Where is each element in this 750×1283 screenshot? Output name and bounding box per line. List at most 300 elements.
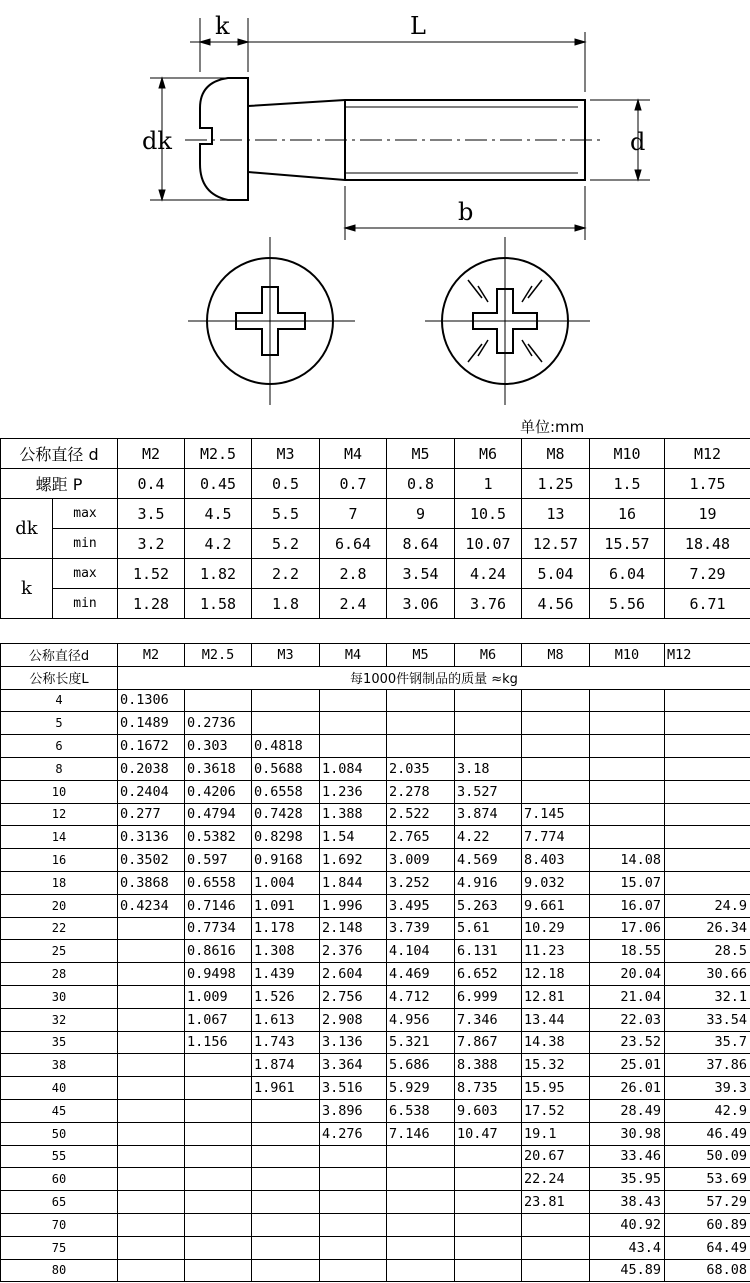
mass-size-cell: M10: [590, 644, 665, 667]
size-cell: M8: [522, 439, 590, 469]
pitch-cell: 1.25: [522, 469, 590, 499]
screw-drawing: [0, 0, 750, 410]
mass-value-cell: [320, 1145, 387, 1168]
mass-value-cell: 30.98: [590, 1122, 665, 1145]
mass-value-cell: 35.95: [590, 1168, 665, 1191]
dk-max-cell: 7: [320, 499, 387, 529]
mass-value-cell: [387, 1213, 455, 1236]
length-cell: 30: [1, 985, 118, 1008]
mass-value-cell: [387, 1168, 455, 1191]
mass-value-cell: 1.526: [252, 985, 320, 1008]
mass-value-cell: 3.874: [455, 803, 522, 826]
mass-value-cell: 4.104: [387, 940, 455, 963]
table-row: [1, 940, 750, 963]
mass-value-cell: 21.04: [590, 985, 665, 1008]
length-cell: 10: [1, 780, 118, 803]
length-cell: 60: [1, 1168, 118, 1191]
mass-value-cell: 28.49: [590, 1099, 665, 1122]
pitch-cell: 0.4: [118, 469, 185, 499]
mass-value-cell: 7.774: [522, 826, 590, 849]
mass-value-cell: 26.34: [665, 917, 750, 940]
mass-value-cell: [455, 712, 522, 735]
mass-length-label: 公称长度L: [1, 666, 118, 689]
mass-value-cell: 2.756: [320, 985, 387, 1008]
table-row: [1, 780, 750, 803]
table-row: [1, 917, 750, 940]
mass-value-cell: 17.52: [522, 1099, 590, 1122]
mass-value-cell: 2.604: [320, 963, 387, 986]
pitch-cell: 0.5: [252, 469, 320, 499]
mass-value-cell: [252, 712, 320, 735]
length-cell: 14: [1, 826, 118, 849]
table-row: [1, 1077, 750, 1100]
mass-value-cell: 5.929: [387, 1077, 455, 1100]
mass-value-cell: [320, 1259, 387, 1282]
mass-value-cell: 0.9168: [252, 849, 320, 872]
k-max-cell: 6.04: [590, 559, 665, 589]
mass-value-cell: [320, 1168, 387, 1191]
mass-value-cell: 1.178: [252, 917, 320, 940]
dk-max-cell: 10.5: [455, 499, 522, 529]
mass-value-cell: 2.765: [387, 826, 455, 849]
mass-value-cell: [118, 1168, 185, 1191]
mass-value-cell: 6.538: [387, 1099, 455, 1122]
mass-value-cell: 0.5382: [185, 826, 252, 849]
mass-value-cell: 0.2404: [118, 780, 185, 803]
mass-value-cell: 53.69: [665, 1168, 750, 1191]
mass-value-cell: 1.084: [320, 757, 387, 780]
mass-value-cell: [665, 803, 750, 826]
table-row: [1, 826, 750, 849]
table-row: [1, 689, 750, 712]
pitch-cell: 1.5: [590, 469, 665, 499]
dk-max-cell: 13: [522, 499, 590, 529]
k-min-cell: 1.58: [185, 589, 252, 619]
mass-value-cell: 0.7146: [185, 894, 252, 917]
mass-value-cell: 19.1: [522, 1122, 590, 1145]
mass-value-cell: [665, 757, 750, 780]
mass-value-cell: 14.08: [590, 849, 665, 872]
mass-value-cell: 8.403: [522, 849, 590, 872]
mass-value-cell: [185, 1259, 252, 1282]
mass-value-cell: [590, 712, 665, 735]
k-min-cell: 4.56: [522, 589, 590, 619]
k-min-cell: 5.56: [590, 589, 665, 619]
table-row: [1, 712, 750, 735]
mass-value-cell: [665, 712, 750, 735]
dk-min-cell: 10.07: [455, 529, 522, 559]
dk-min-cell: 12.57: [522, 529, 590, 559]
mass-value-cell: 7.867: [455, 1031, 522, 1054]
mass-value-cell: 0.7428: [252, 803, 320, 826]
mass-value-cell: [455, 1168, 522, 1191]
mass-value-cell: [118, 1191, 185, 1214]
k-min-cell: 2.4: [320, 589, 387, 619]
mass-size-cell: M6: [455, 644, 522, 667]
size-cell: M5: [387, 439, 455, 469]
mass-value-cell: 4.469: [387, 963, 455, 986]
table-row: [1, 849, 750, 872]
mass-value-cell: [118, 1099, 185, 1122]
length-cell: 8: [1, 757, 118, 780]
mass-value-cell: 1.613: [252, 1008, 320, 1031]
length-cell: 70: [1, 1213, 118, 1236]
size-cell: M3: [252, 439, 320, 469]
mass-value-cell: [455, 689, 522, 712]
k-min-cell: 1.8: [252, 589, 320, 619]
mass-value-cell: [118, 1122, 185, 1145]
mass-value-cell: [252, 1168, 320, 1191]
mass-value-cell: 0.4206: [185, 780, 252, 803]
label-k: k: [215, 12, 230, 40]
k-label: k: [1, 559, 53, 619]
mass-value-cell: [590, 735, 665, 758]
mass-value-cell: 5.686: [387, 1054, 455, 1077]
mass-value-cell: [455, 1259, 522, 1282]
spec-table: [0, 438, 750, 619]
dk-min-cell: 4.2: [185, 529, 252, 559]
length-cell: 20: [1, 894, 118, 917]
mass-value-cell: [118, 985, 185, 1008]
pitch-cell: 0.7: [320, 469, 387, 499]
k-min-cell: 3.06: [387, 589, 455, 619]
mass-value-cell: 7.146: [387, 1122, 455, 1145]
mass-value-cell: 33.54: [665, 1008, 750, 1031]
dk-max-cell: 4.5: [185, 499, 252, 529]
mass-value-cell: 5.321: [387, 1031, 455, 1054]
mass-value-cell: [320, 735, 387, 758]
mass-value-cell: [252, 1259, 320, 1282]
dk-max-cell: 9: [387, 499, 455, 529]
mass-value-cell: 1.236: [320, 780, 387, 803]
table-row: [1, 1054, 750, 1077]
mass-value-cell: 10.29: [522, 917, 590, 940]
length-cell: 18: [1, 871, 118, 894]
mass-value-cell: 1.439: [252, 963, 320, 986]
k-min-cell: 1.28: [118, 589, 185, 619]
mass-value-cell: 12.18: [522, 963, 590, 986]
dk-max-cell: 16: [590, 499, 665, 529]
spec-row-k-min: [1, 589, 750, 619]
size-cell: M2.5: [185, 439, 252, 469]
mass-value-cell: 17.06: [590, 917, 665, 940]
k-max-cell: 1.52: [118, 559, 185, 589]
pitch-cell: 0.45: [185, 469, 252, 499]
mass-value-cell: 15.07: [590, 871, 665, 894]
mass-value-cell: 0.5688: [252, 757, 320, 780]
mass-value-cell: [455, 1191, 522, 1214]
mass-value-cell: 2.522: [387, 803, 455, 826]
length-cell: 75: [1, 1236, 118, 1259]
table-row: [1, 735, 750, 758]
mass-value-cell: 9.661: [522, 894, 590, 917]
mass-value-cell: 5.61: [455, 917, 522, 940]
length-cell: 25: [1, 940, 118, 963]
mass-value-cell: [118, 1259, 185, 1282]
mass-value-cell: [387, 712, 455, 735]
mass-value-cell: 1.844: [320, 871, 387, 894]
mass-value-cell: 22.24: [522, 1168, 590, 1191]
mass-value-cell: 3.136: [320, 1031, 387, 1054]
dk-max-cell: 19: [665, 499, 750, 529]
mass-value-cell: [665, 689, 750, 712]
mass-value-cell: 3.252: [387, 871, 455, 894]
mass-value-cell: 3.495: [387, 894, 455, 917]
table-row: [1, 1145, 750, 1168]
mass-value-cell: 33.46: [590, 1145, 665, 1168]
mass-value-cell: 0.303: [185, 735, 252, 758]
mass-value-cell: [522, 780, 590, 803]
length-cell: 16: [1, 849, 118, 872]
length-cell: 4: [1, 689, 118, 712]
mass-value-cell: [387, 1145, 455, 1168]
mass-value-cell: 9.603: [455, 1099, 522, 1122]
table-row: [1, 1099, 750, 1122]
mass-value-cell: 0.6558: [185, 871, 252, 894]
mass-value-cell: [590, 826, 665, 849]
mass-value-cell: 0.4818: [252, 735, 320, 758]
table-row: [1, 894, 750, 917]
mass-value-cell: [320, 1191, 387, 1214]
table-row: [1, 1122, 750, 1145]
mass-value-cell: [522, 1236, 590, 1259]
mass-value-cell: 4.569: [455, 849, 522, 872]
length-cell: 55: [1, 1145, 118, 1168]
mass-value-cell: 2.376: [320, 940, 387, 963]
mass-value-cell: 1.156: [185, 1031, 252, 1054]
mass-value-cell: 39.3: [665, 1077, 750, 1100]
mass-value-cell: 23.81: [522, 1191, 590, 1214]
label-dk: dk: [142, 127, 172, 155]
dk-max-cell: 3.5: [118, 499, 185, 529]
pitch-label: 螺距 P: [1, 469, 118, 499]
mass-value-cell: [118, 1145, 185, 1168]
mass-value-cell: 0.7734: [185, 917, 252, 940]
table-row: [1, 1191, 750, 1214]
mass-value-cell: [118, 1077, 185, 1100]
mass-value-cell: 23.52: [590, 1031, 665, 1054]
mass-value-cell: [185, 1168, 252, 1191]
mass-value-cell: 5.263: [455, 894, 522, 917]
mass-value-cell: [185, 1145, 252, 1168]
mass-value-cell: 15.32: [522, 1054, 590, 1077]
length-cell: 50: [1, 1122, 118, 1145]
mass-value-cell: [320, 1213, 387, 1236]
mass-value-cell: 0.9498: [185, 963, 252, 986]
mass-value-cell: 0.597: [185, 849, 252, 872]
mass-caption-row: [1, 666, 750, 689]
spec-row-k-max: [1, 559, 750, 589]
mass-value-cell: 2.278: [387, 780, 455, 803]
mass-value-cell: 10.47: [455, 1122, 522, 1145]
mass-value-cell: [522, 757, 590, 780]
mass-value-cell: 0.4234: [118, 894, 185, 917]
length-cell: 5: [1, 712, 118, 735]
mass-value-cell: [387, 1236, 455, 1259]
label-L: L: [410, 12, 426, 40]
mass-size-cell: M4: [320, 644, 387, 667]
spec-table-body: [1, 439, 750, 619]
mass-value-cell: [185, 1054, 252, 1077]
table-row: [1, 963, 750, 986]
mass-value-cell: 1.692: [320, 849, 387, 872]
mass-value-cell: 7.145: [522, 803, 590, 826]
mass-value-cell: 6.652: [455, 963, 522, 986]
mass-value-cell: [252, 1145, 320, 1168]
k-min-cell: 3.76: [455, 589, 522, 619]
mass-value-cell: 26.01: [590, 1077, 665, 1100]
mass-value-cell: 1.743: [252, 1031, 320, 1054]
mass-value-cell: [118, 1213, 185, 1236]
mass-value-cell: 37.86: [665, 1054, 750, 1077]
dk-min-cell: 8.64: [387, 529, 455, 559]
mass-value-cell: [522, 712, 590, 735]
mass-value-cell: 1.004: [252, 871, 320, 894]
mass-value-cell: [118, 940, 185, 963]
table-row: [1, 1236, 750, 1259]
k-max-cell: 5.04: [522, 559, 590, 589]
mass-value-cell: [185, 1122, 252, 1145]
mass-value-cell: 3.009: [387, 849, 455, 872]
k-max-cell: 4.24: [455, 559, 522, 589]
mass-value-cell: [590, 780, 665, 803]
mass-value-cell: 3.527: [455, 780, 522, 803]
mass-value-cell: [455, 1213, 522, 1236]
mass-value-cell: [455, 735, 522, 758]
label-d: d: [630, 128, 646, 156]
table-row: [1, 803, 750, 826]
dk-min-cell: 18.48: [665, 529, 750, 559]
table-row: [1, 871, 750, 894]
unit-label: 单位:mm: [520, 418, 585, 436]
mass-value-cell: 38.43: [590, 1191, 665, 1214]
length-cell: 65: [1, 1191, 118, 1214]
mass-value-cell: 1.067: [185, 1008, 252, 1031]
mass-value-cell: 40.92: [590, 1213, 665, 1236]
mass-value-cell: [118, 917, 185, 940]
mass-value-cell: 24.9: [665, 894, 750, 917]
mass-value-cell: 64.49: [665, 1236, 750, 1259]
mass-value-cell: 0.1306: [118, 689, 185, 712]
mass-value-cell: 32.1: [665, 985, 750, 1008]
table-row: [1, 1008, 750, 1031]
k-max-cell: 2.8: [320, 559, 387, 589]
spec-row-dk-max: [1, 499, 750, 529]
mass-value-cell: [387, 689, 455, 712]
mass-value-cell: 1.388: [320, 803, 387, 826]
mass-value-cell: 2.148: [320, 917, 387, 940]
mass-value-cell: [118, 1031, 185, 1054]
mass-size-cell: M2.5: [185, 644, 252, 667]
mass-value-cell: 14.38: [522, 1031, 590, 1054]
mass-value-cell: 57.29: [665, 1191, 750, 1214]
mass-value-cell: [252, 1213, 320, 1236]
mass-value-cell: 0.8616: [185, 940, 252, 963]
mass-value-cell: [590, 757, 665, 780]
size-cell: M6: [455, 439, 522, 469]
mass-value-cell: [118, 1236, 185, 1259]
mass-value-cell: [665, 849, 750, 872]
mass-value-cell: 2.908: [320, 1008, 387, 1031]
mass-nominal-label: 公称直径d: [1, 644, 118, 667]
mass-size-cell: M2: [118, 644, 185, 667]
mass-value-cell: 0.3618: [185, 757, 252, 780]
mass-value-cell: 35.7: [665, 1031, 750, 1054]
mass-value-cell: 20.04: [590, 963, 665, 986]
mass-value-cell: 16.07: [590, 894, 665, 917]
mass-value-cell: 13.44: [522, 1008, 590, 1031]
mass-value-cell: 2.035: [387, 757, 455, 780]
mass-value-cell: 3.516: [320, 1077, 387, 1100]
mass-value-cell: 3.364: [320, 1054, 387, 1077]
pitch-cell: 0.8: [387, 469, 455, 499]
mass-value-cell: 4.956: [387, 1008, 455, 1031]
size-cell: M12: [665, 439, 750, 469]
mass-value-cell: [118, 963, 185, 986]
length-cell: 40: [1, 1077, 118, 1100]
table-row: [1, 1031, 750, 1054]
mass-value-cell: [185, 1213, 252, 1236]
spec-row-dk-min: [1, 529, 750, 559]
mass-value-cell: 6.131: [455, 940, 522, 963]
mass-value-cell: [320, 1236, 387, 1259]
dk-min-cell: 5.2: [252, 529, 320, 559]
k-max-cell: 2.2: [252, 559, 320, 589]
size-cell: M4: [320, 439, 387, 469]
mass-size-cell: M5: [387, 644, 455, 667]
mass-value-cell: 4.916: [455, 871, 522, 894]
screw-head-outline: [200, 78, 248, 200]
mass-value-cell: [185, 1099, 252, 1122]
length-cell: 28: [1, 963, 118, 986]
mass-value-cell: 1.874: [252, 1054, 320, 1077]
dk-max-cell: 5.5: [252, 499, 320, 529]
mass-value-cell: 45.89: [590, 1259, 665, 1282]
mass-value-cell: 3.896: [320, 1099, 387, 1122]
length-cell: 6: [1, 735, 118, 758]
dk-label: dk: [1, 499, 53, 559]
mass-value-cell: 4.276: [320, 1122, 387, 1145]
mass-value-cell: 1.54: [320, 826, 387, 849]
mass-table-body: [1, 644, 750, 1282]
pitch-cell: 1: [455, 469, 522, 499]
mass-value-cell: 1.308: [252, 940, 320, 963]
length-cell: 32: [1, 1008, 118, 1031]
mass-value-cell: [252, 1236, 320, 1259]
spec-row-pitch: [1, 469, 750, 499]
mass-value-cell: [252, 689, 320, 712]
mass-size-cell: M12: [665, 644, 750, 667]
mass-value-cell: 1.961: [252, 1077, 320, 1100]
mass-value-cell: [252, 1122, 320, 1145]
size-cell: M2: [118, 439, 185, 469]
length-cell: 12: [1, 803, 118, 826]
mass-value-cell: [118, 1054, 185, 1077]
mass-value-cell: [665, 826, 750, 849]
table-row: [1, 1259, 750, 1282]
mass-value-cell: 7.346: [455, 1008, 522, 1031]
dk-min-cell: 6.64: [320, 529, 387, 559]
mass-table: [0, 643, 750, 1282]
length-cell: 38: [1, 1054, 118, 1077]
dk-min-cell: 3.2: [118, 529, 185, 559]
mass-value-cell: 60.89: [665, 1213, 750, 1236]
mass-value-cell: [185, 689, 252, 712]
mass-value-cell: [387, 1191, 455, 1214]
mass-value-cell: 0.2038: [118, 757, 185, 780]
mass-caption: 每1000件钢制品的质量 ≈kg: [118, 666, 750, 689]
length-cell: 35: [1, 1031, 118, 1054]
